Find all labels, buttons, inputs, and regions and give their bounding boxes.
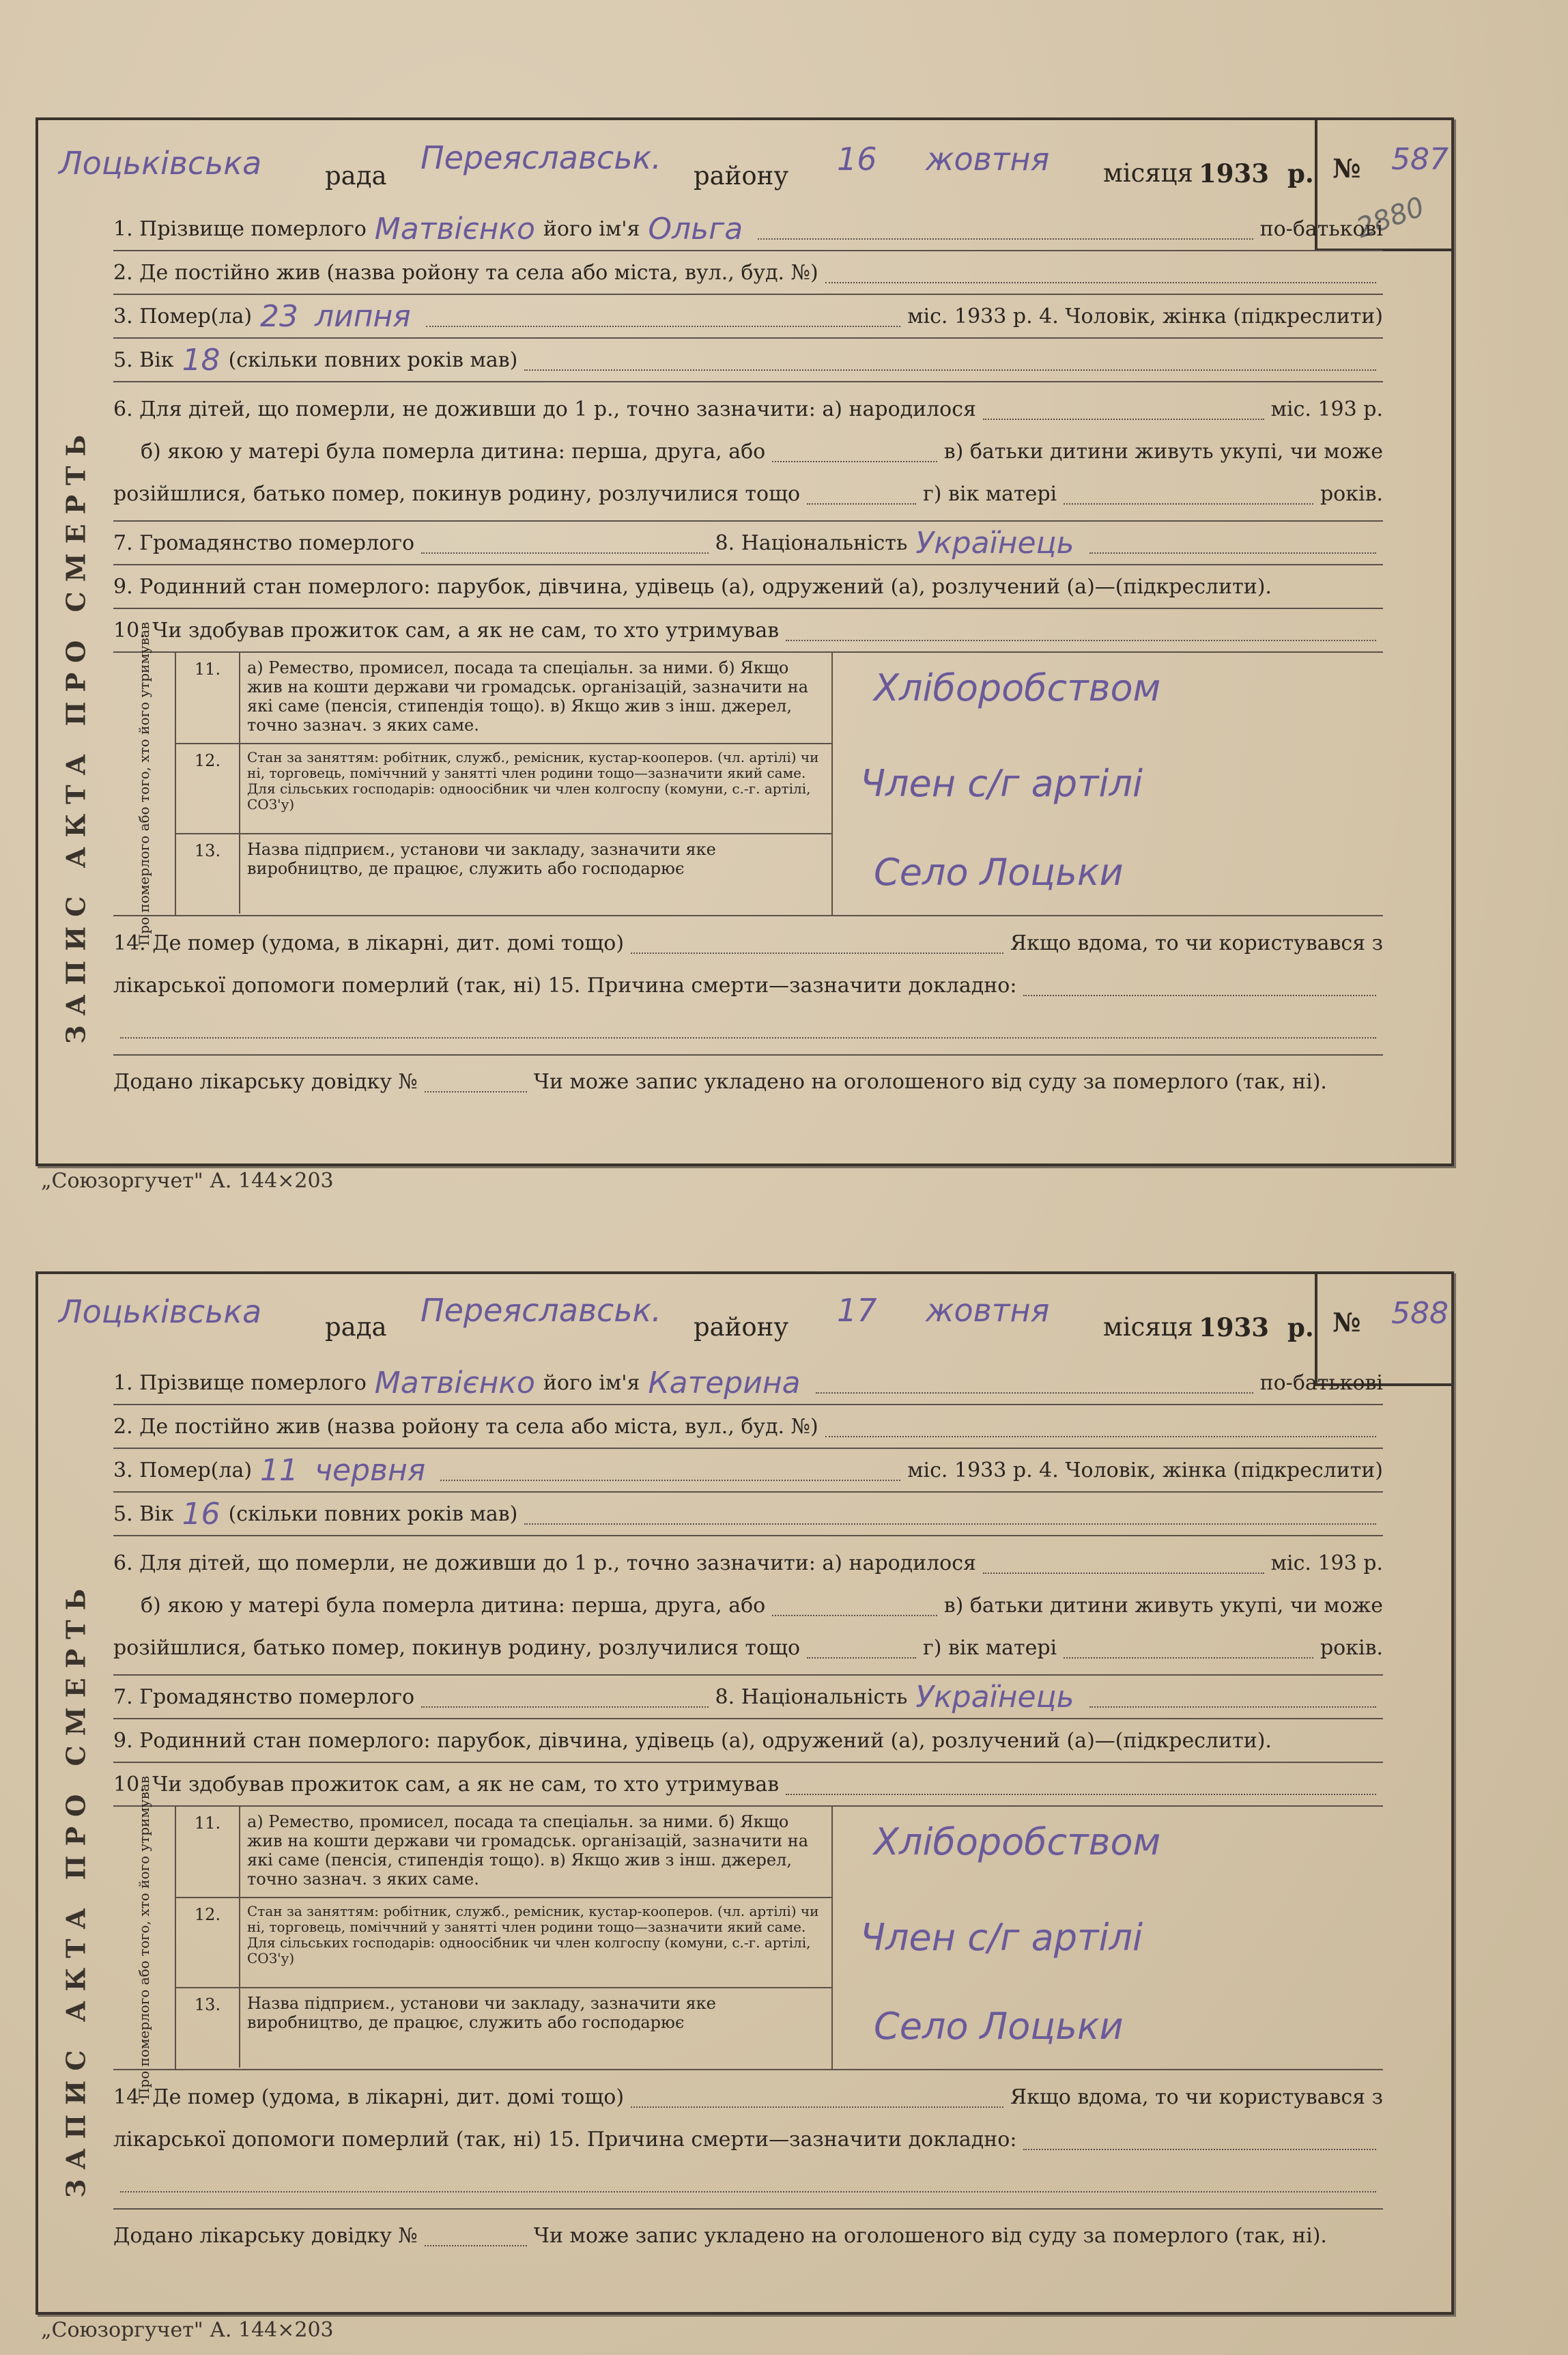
age-label: 5. Вік xyxy=(113,1501,174,1526)
form-header xyxy=(38,1274,1451,1362)
death-record-form-2 xyxy=(35,1271,1454,2315)
year-suffix: р. xyxy=(1287,1312,1314,1342)
livelihood-label: 10. Чи здобував прожиток сам, а як не сам, то хто утримував xyxy=(113,618,780,643)
mother-age-label: г) вік матері xyxy=(923,1635,1057,1660)
status-value: Член с/г артілі xyxy=(860,1916,1143,1959)
age-note: (скільки повних років мав) xyxy=(228,348,518,372)
month-label: місяця xyxy=(1103,1312,1193,1342)
cell-13-text: Назва підприєм., установи чи закладу, зазначити яке виробництво, де працює, служить або господарює xyxy=(247,1994,716,2032)
grid-side-label-cell xyxy=(113,1775,176,2100)
row-citizenship xyxy=(113,522,1383,565)
cell-11-number: 11. xyxy=(176,1807,240,1897)
nationality-value: Українець xyxy=(915,1679,1074,1715)
children-line-2: б) якою у матері була померла дитина: перша, друга, або xyxy=(141,439,766,464)
row-place-of-death xyxy=(113,2070,1383,2210)
children-line-2-end: в) батьки дитини живуть укупі, чи може xyxy=(943,439,1383,464)
patronymic-label: по-батькові xyxy=(1259,216,1383,241)
children-line-3: розійшлися, батько помер, покинув родину, розлучилися тощо xyxy=(113,481,801,506)
day-handwritten: 16 xyxy=(837,141,877,178)
row-surname xyxy=(113,208,1383,251)
row-residence xyxy=(113,1405,1383,1449)
cell-12-text: Стан за заняттям: робітник, служб., ремісник, кустар-кооперов. (чл. артілі) чи ні, торговець, поміччний у занятті член родини тощо—зазначити який саме. Для сільських господарів: одноосібник чи член колгоспу (комуни, с.-г. артілі, СОЗ'у) xyxy=(247,749,819,813)
row-certificate xyxy=(113,2210,1383,2261)
month-handwritten: жовтня xyxy=(926,141,1050,178)
rayon-handwritten: Переяславськ. xyxy=(420,139,661,176)
surname-value: Матвієнко xyxy=(374,1365,535,1400)
grid-side-label-cell xyxy=(113,621,176,946)
workplace-value: Село Лоцьки xyxy=(874,2005,1124,2048)
grid-cell-11 xyxy=(176,1807,831,1898)
row-children xyxy=(113,382,1383,522)
status-value: Член с/г артілі xyxy=(860,762,1143,805)
certificate-label: Додано лікарську довідку № xyxy=(113,1069,418,1094)
margin-note: 2880 xyxy=(1352,191,1429,245)
nationality-value: Українець xyxy=(915,525,1074,561)
grid-side-label: Про померлого або того, хто його утримував xyxy=(136,1775,152,2100)
sex-label: міс. 1933 р. 4. Чоловік, жінка (підкреслити) xyxy=(907,1458,1383,1482)
name-label: його ім'я xyxy=(543,1370,640,1395)
grid-answers xyxy=(833,653,1383,915)
row-livelihood xyxy=(113,609,1383,653)
name-label: його ім'я xyxy=(543,216,640,241)
grid-cell-11 xyxy=(176,653,831,744)
row-children xyxy=(113,1536,1383,1676)
death-record-form-1 xyxy=(35,117,1454,1166)
row-death-date xyxy=(113,1449,1383,1493)
row-marital xyxy=(113,1719,1383,1763)
children-line-1-end: міс. 193 р. xyxy=(1270,397,1383,421)
month-handwritten: жовтня xyxy=(926,1292,1050,1329)
years-label: років. xyxy=(1320,481,1383,506)
cause-of-death-label: лікарської допомоги померлий (так, ні) 15. Причина смерти—зазначити докладно: xyxy=(113,2127,1017,2152)
children-line-2-end: в) батьки дитини живуть укупі, чи може xyxy=(943,1593,1383,1618)
cell-13-number: 13. xyxy=(176,1988,240,2068)
rada-label: рада xyxy=(325,1312,387,1342)
patronymic-label: по-батькові xyxy=(1259,1370,1383,1395)
rayon-handwritten: Переяславськ. xyxy=(420,1292,661,1329)
place-of-death-label: 14. Де помер (удома, в лікарні, дит. домі тощо) xyxy=(113,931,625,955)
cell-11-text: а) Ремество, промисел, посада та спеціальн. за ними. б) Якщо жив на кошти держави чи громадськ. організацій, зазначити на які саме (пенсія, стипендія тощо). в) Якщо жив з інш. джерел, точно зазнач. з яких саме. xyxy=(247,1812,809,1889)
record-number-handwritten: 588 xyxy=(1391,1296,1449,1331)
residence-label: 2. Де постійно жив (назва ройону та села або міста, вул., буд. №) xyxy=(113,1414,818,1439)
grid-questions xyxy=(176,1807,833,2069)
surname-label: 1. Прізвище померлого xyxy=(113,1370,367,1395)
row-age xyxy=(113,339,1383,382)
court-record-label: Чи може запис укладено на оголошеного від суду за померлого (так, ні). xyxy=(533,2223,1327,2248)
occupation-value: Хліборобством xyxy=(874,666,1161,709)
rayon-label: району xyxy=(694,161,789,191)
record-number-handwritten: 587 xyxy=(1391,142,1449,177)
grid-side-label: Про померлого або того, хто його утримував xyxy=(136,621,152,946)
marital-label: 9. Родинний стан померлого: парубок, дівчина, удівець (а), одружений (а), розлучений (а)—(підкреслити). xyxy=(113,1728,1272,1753)
year-suffix: р. xyxy=(1287,158,1314,188)
grid-questions xyxy=(176,653,833,915)
day-handwritten: 17 xyxy=(837,1292,877,1329)
row-livelihood xyxy=(113,1763,1383,1807)
cell-11-number: 11. xyxy=(176,653,240,743)
side-label: ЗАПИС АКТА ПРО СМЕРТЬ xyxy=(60,425,91,1044)
row-surname xyxy=(113,1362,1383,1405)
cell-13-number: 13. xyxy=(176,834,240,914)
rada-label: рада xyxy=(325,161,387,191)
age-label: 5. Вік xyxy=(113,348,174,372)
month-label: місяця xyxy=(1103,158,1193,188)
grid-cell-12 xyxy=(176,744,831,834)
form-rows xyxy=(113,208,1383,1108)
record-number-label: № xyxy=(1332,153,1361,184)
death-date-label: 3. Помер(ла) xyxy=(113,1458,253,1482)
certificate-label: Додано лікарську довідку № xyxy=(113,2223,418,2248)
cell-12-number: 12. xyxy=(176,744,240,833)
form-header xyxy=(38,120,1451,208)
side-label-column xyxy=(38,1479,113,2298)
death-month-value: липня xyxy=(315,298,411,334)
side-label: ЗАПИС АКТА ПРО СМЕРТЬ xyxy=(60,1579,91,2198)
rada-handwritten: Лоцьківська xyxy=(59,145,262,182)
citizenship-label: 7. Громадянство померлого xyxy=(113,1684,415,1709)
children-line-1: 6. Для дітей, що померли, не доживши до 1 р., точно зазначити: а) народилося xyxy=(113,397,976,421)
year-label: 1933 xyxy=(1199,1312,1269,1342)
workplace-value: Село Лоцьки xyxy=(874,851,1124,894)
nationality-label: 8. Національність xyxy=(715,1684,908,1709)
mother-age-label: г) вік матері xyxy=(923,481,1057,506)
side-label-column xyxy=(38,325,113,1144)
death-date-label: 3. Помер(ла) xyxy=(113,304,253,328)
marital-label: 9. Родинний стан померлого: парубок, дівчина, удівець (а), одружений (а), розлучений (а)—(підкреслити). xyxy=(113,574,1272,599)
row-marital xyxy=(113,565,1383,609)
children-line-3: розійшлися, батько помер, покинув родину, розлучилися тощо xyxy=(113,1635,801,1660)
sex-label: міс. 1933 р. 4. Чоловік, жінка (підкреслити) xyxy=(907,304,1383,328)
age-value: 18 xyxy=(182,342,220,378)
nationality-label: 8. Національність xyxy=(715,531,908,555)
printer-mark-1: „Союзоргучет" А. 144×203 xyxy=(41,1169,334,1193)
grid-cell-12 xyxy=(176,1898,831,1988)
name-value: Катерина xyxy=(648,1365,801,1400)
age-note: (скільки повних років мав) xyxy=(228,1501,518,1526)
residence-label: 2. Де постійно жив (назва ройону та села або міста, вул., буд. №) xyxy=(113,260,818,285)
children-line-1: 6. Для дітей, що померли, не доживши до 1 р., точно зазначити: а) народилося xyxy=(113,1551,976,1575)
rayon-label: району xyxy=(694,1312,789,1342)
medical-help-label: Якщо вдома, то чи користувався з xyxy=(1010,931,1383,955)
grid-cell-13 xyxy=(176,834,831,914)
death-month-value: червня xyxy=(315,1452,426,1488)
occupation-value: Хліборобством xyxy=(874,1820,1161,1863)
livelihood-label: 10. Чи здобував прожиток сам, а як не сам, то хто утримував xyxy=(113,1772,780,1796)
death-day-value: 23 xyxy=(260,298,299,334)
death-day-value: 11 xyxy=(260,1452,299,1488)
rada-handwritten: Лоцьківська xyxy=(59,1293,262,1330)
row-certificate xyxy=(113,1056,1383,1108)
surname-label: 1. Прізвище померлого xyxy=(113,216,367,241)
age-value: 16 xyxy=(182,1496,220,1532)
name-value: Ольга xyxy=(648,211,743,246)
row-place-of-death xyxy=(113,916,1383,1056)
year-label: 1933 xyxy=(1199,158,1269,188)
form-rows xyxy=(113,1362,1383,2261)
record-number-label: № xyxy=(1332,1307,1361,1338)
cell-13-text: Назва підприєм., установи чи закладу, зазначити яке виробництво, де працює, служить або господарює xyxy=(247,840,716,878)
place-of-death-label: 14. Де помер (удома, в лікарні, дит. домі тощо) xyxy=(113,2085,625,2109)
cell-12-number: 12. xyxy=(176,1898,240,1987)
citizenship-label: 7. Громадянство померлого xyxy=(113,531,415,555)
cell-12-text: Стан за заняттям: робітник, служб., ремісник, кустар-кооперов. (чл. артілі) чи ні, торговець, поміччний у занятті член родини тощо—зазначити який саме. Для сільських господарів: одноосібник чи член колгоспу (комуни, с.-г. артілі, СОЗ'у) xyxy=(247,1903,819,1966)
children-line-1-end: міс. 193 р. xyxy=(1270,1551,1383,1575)
surname-value: Матвієнко xyxy=(374,211,535,246)
court-record-label: Чи може запис укладено на оголошеного від суду за померлого (так, ні). xyxy=(533,1069,1327,1094)
printer-mark-2: „Союзоргучет" А. 144×203 xyxy=(41,2318,334,2342)
years-label: років. xyxy=(1320,1635,1383,1660)
row-death-date xyxy=(113,295,1383,339)
row-age xyxy=(113,1493,1383,1536)
cell-11-text: а) Ремество, промисел, посада та спеціальн. за ними. б) Якщо жив на кошти держави чи громадськ. організацій, зазначити на які саме (пенсія, стипендія тощо). в) Якщо жив з інш. джерел, точно зазнач. з яких саме. xyxy=(247,658,809,735)
grid-cell-13 xyxy=(176,1988,831,2068)
row-residence xyxy=(113,251,1383,295)
row-citizenship xyxy=(113,1676,1383,1719)
grid-answers xyxy=(833,1807,1383,2069)
children-line-2: б) якою у матері була померла дитина: перша, друга, або xyxy=(141,1593,766,1618)
cause-of-death-label: лікарської допомоги померлий (так, ні) 15. Причина смерти—зазначити докладно: xyxy=(113,973,1017,998)
medical-help-label: Якщо вдома, то чи користувався з xyxy=(1010,2085,1383,2109)
